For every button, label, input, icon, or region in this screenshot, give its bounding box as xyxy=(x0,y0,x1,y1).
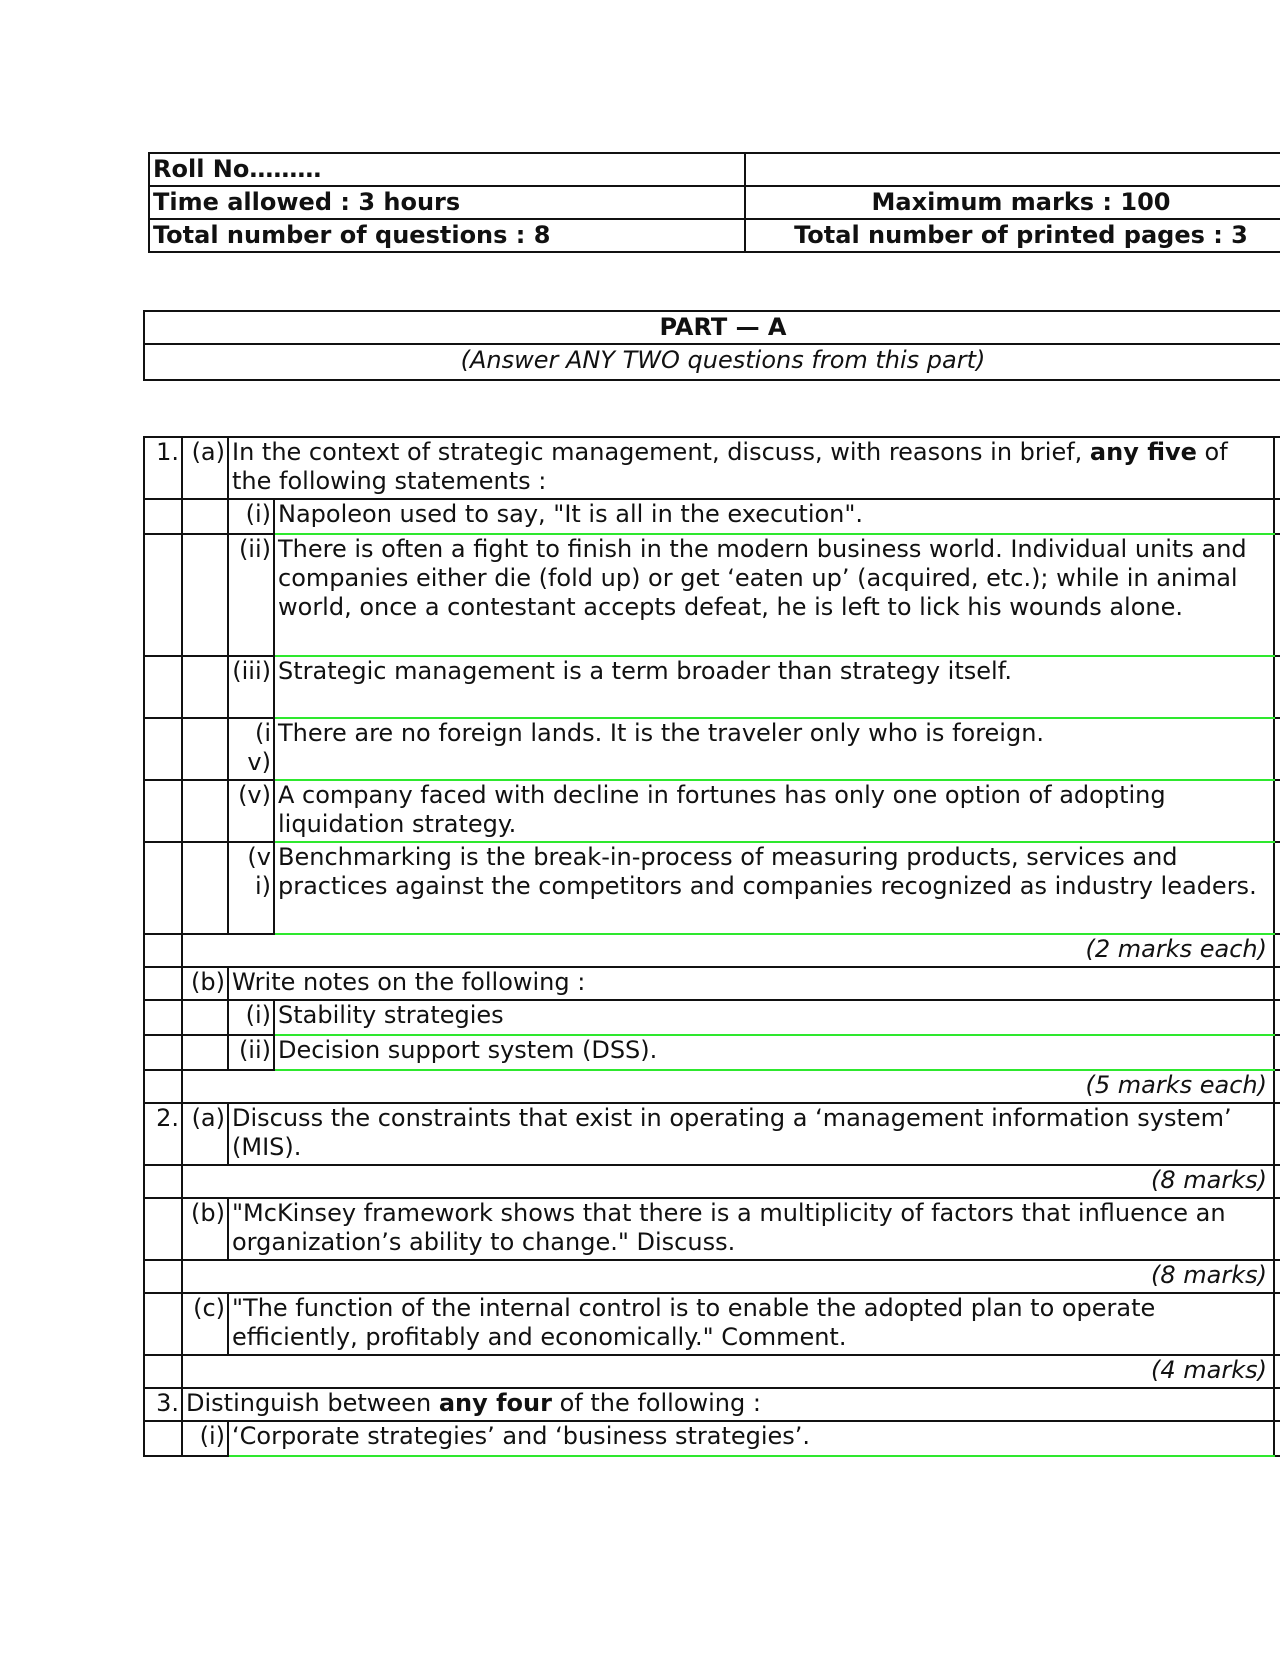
question-text xyxy=(228,437,1274,499)
table-row xyxy=(144,718,1280,780)
part-label: (c) xyxy=(182,1293,228,1355)
text-span: In the context of strategic management, discuss, with reasons in brief, xyxy=(232,438,1090,466)
maximum-marks: Maximum marks : 100 xyxy=(745,186,1280,219)
part-label: (b) xyxy=(182,1198,228,1260)
empty-cell xyxy=(144,1260,182,1293)
empty-cell xyxy=(144,780,182,842)
empty-cell xyxy=(144,967,182,1000)
total-pages: Total number of printed pages : 3 xyxy=(745,219,1280,252)
margin-cell xyxy=(1274,1070,1280,1103)
empty-cell xyxy=(144,656,182,718)
margin-cell xyxy=(1274,934,1280,967)
margin-cell xyxy=(1274,1421,1280,1456)
margin-cell xyxy=(1274,1388,1280,1421)
roman-label: (v) xyxy=(228,780,274,842)
empty-cell xyxy=(144,499,182,534)
empty-cell xyxy=(144,1355,182,1388)
exam-header-table xyxy=(148,152,1280,253)
text-span: of the following : xyxy=(551,1389,761,1417)
margin-cell xyxy=(1274,718,1280,780)
roman-label: (i) xyxy=(228,499,274,534)
margin-cell xyxy=(1274,437,1280,499)
statement-text: There is often a fight to finish in the modern business world. Individual units and companies either die (fold up) or get ‘eaten up’ (acquired, etc.); while in animal world, once a contestant accepts defeat, he is left to lick his wounds alone. xyxy=(274,534,1274,656)
table-row xyxy=(144,656,1280,718)
statement-text: Napoleon used to say, "It is all in the execution". xyxy=(274,499,1274,534)
question-number: 3. xyxy=(144,1388,182,1421)
margin-cell xyxy=(1274,499,1280,534)
questions-table xyxy=(143,436,1280,1457)
margin-cell xyxy=(1274,1260,1280,1293)
empty-cell xyxy=(144,1165,182,1198)
empty-cell xyxy=(182,499,228,534)
emphasis-text: any four xyxy=(438,1389,552,1417)
part-label: (a) xyxy=(182,437,228,499)
table-row xyxy=(144,1035,1280,1070)
margin-cell xyxy=(1274,967,1280,1000)
roman-label: (ii) xyxy=(228,534,274,656)
question-number: 1. xyxy=(144,437,182,499)
question-text: "The function of the internal control is to enable the adopted plan to operate efficiently, profitably and economically." Comment. xyxy=(228,1293,1274,1355)
empty-cell xyxy=(144,1421,182,1456)
table-row xyxy=(144,780,1280,842)
roman-label: (iii) xyxy=(228,656,274,718)
statement-text: Benchmarking is the break-in-process of measuring products, services and practices against the competitors and companies recognized as industry leaders. xyxy=(274,842,1274,934)
note-topic: Stability strategies xyxy=(274,1000,1274,1035)
statement-text: Strategic management is a term broader than strategy itself. xyxy=(274,656,1274,718)
part-instruction: (Answer ANY TWO questions from this part) xyxy=(144,344,1280,380)
question-text xyxy=(182,1388,1274,1421)
emphasis-text: any five xyxy=(1089,438,1197,466)
empty-cell xyxy=(144,718,182,780)
question-text: Discuss the constraints that exist in operating a ‘management information system’ (MIS). xyxy=(228,1103,1274,1165)
table-row xyxy=(144,967,1280,1000)
text-span: Distinguish between xyxy=(186,1389,439,1417)
roman-label: (vi) xyxy=(228,842,274,934)
time-allowed: Time allowed : 3 hours xyxy=(149,186,745,219)
empty-cell xyxy=(182,1000,228,1035)
table-row xyxy=(144,499,1280,534)
part-title: PART — A xyxy=(144,311,1280,344)
statement-text: There are no foreign lands. It is the traveler only who is foreign. xyxy=(274,718,1274,780)
table-row xyxy=(144,1293,1280,1355)
margin-cell xyxy=(1274,780,1280,842)
table-row xyxy=(144,1355,1280,1388)
margin-cell xyxy=(1274,1000,1280,1035)
table-row xyxy=(144,842,1280,934)
empty-cell xyxy=(182,1035,228,1070)
text-span: of the following statements : xyxy=(232,438,1228,495)
margin-cell xyxy=(1274,1035,1280,1070)
empty-cell xyxy=(144,1070,182,1103)
total-questions: Total number of questions : 8 xyxy=(149,219,745,252)
marks-note: (2 marks each) xyxy=(182,934,1274,967)
margin-cell xyxy=(1274,1103,1280,1165)
empty-cell xyxy=(144,1198,182,1260)
empty-cell xyxy=(182,718,228,780)
table-row xyxy=(144,1260,1280,1293)
question-text: Write notes on the following : xyxy=(228,967,1274,1000)
marks-note: (8 marks) xyxy=(182,1260,1274,1293)
table-row xyxy=(144,1103,1280,1165)
question-number: 2. xyxy=(144,1103,182,1165)
margin-cell xyxy=(1274,842,1280,934)
roman-label: (ii) xyxy=(228,1035,274,1070)
empty-cell xyxy=(182,780,228,842)
empty-cell xyxy=(182,842,228,934)
margin-cell xyxy=(1274,1293,1280,1355)
marks-note: (8 marks) xyxy=(182,1165,1274,1198)
header-empty-cell xyxy=(745,153,1280,186)
roman-label: (i) xyxy=(228,1000,274,1035)
margin-cell xyxy=(1274,1355,1280,1388)
table-row xyxy=(144,1421,1280,1456)
part-label: (b) xyxy=(182,967,228,1000)
note-topic: Decision support system (DSS). xyxy=(274,1035,1274,1070)
table-row xyxy=(144,1000,1280,1035)
part-banner xyxy=(143,310,1280,381)
margin-cell xyxy=(1274,1198,1280,1260)
roman-label: (iv) xyxy=(228,718,274,780)
part-label: (a) xyxy=(182,1103,228,1165)
margin-cell xyxy=(1274,1165,1280,1198)
question-text: "McKinsey framework shows that there is a multiplicity of factors that influence an organization’s ability to change." Discuss. xyxy=(228,1198,1274,1260)
table-row xyxy=(144,1198,1280,1260)
empty-cell xyxy=(144,1000,182,1035)
margin-cell xyxy=(1274,656,1280,718)
marks-note: (4 marks) xyxy=(182,1355,1274,1388)
table-row xyxy=(144,1165,1280,1198)
roll-no: Roll No……… xyxy=(149,153,745,186)
marks-note: (5 marks each) xyxy=(182,1070,1274,1103)
table-row xyxy=(144,1070,1280,1103)
roman-label: (i) xyxy=(182,1421,228,1456)
margin-cell xyxy=(1274,534,1280,656)
statement-text: A company faced with decline in fortunes has only one option of adopting liquidation strategy. xyxy=(274,780,1274,842)
table-row xyxy=(144,534,1280,656)
empty-cell xyxy=(144,1035,182,1070)
empty-cell xyxy=(144,934,182,967)
table-row xyxy=(144,934,1280,967)
empty-cell xyxy=(144,1293,182,1355)
empty-cell xyxy=(182,534,228,656)
empty-cell xyxy=(144,842,182,934)
table-row xyxy=(144,1388,1280,1421)
empty-cell xyxy=(182,656,228,718)
empty-cell xyxy=(144,534,182,656)
table-row xyxy=(144,437,1280,499)
comparison-text: ‘Corporate strategies’ and ‘business strategies’. xyxy=(228,1421,1274,1456)
